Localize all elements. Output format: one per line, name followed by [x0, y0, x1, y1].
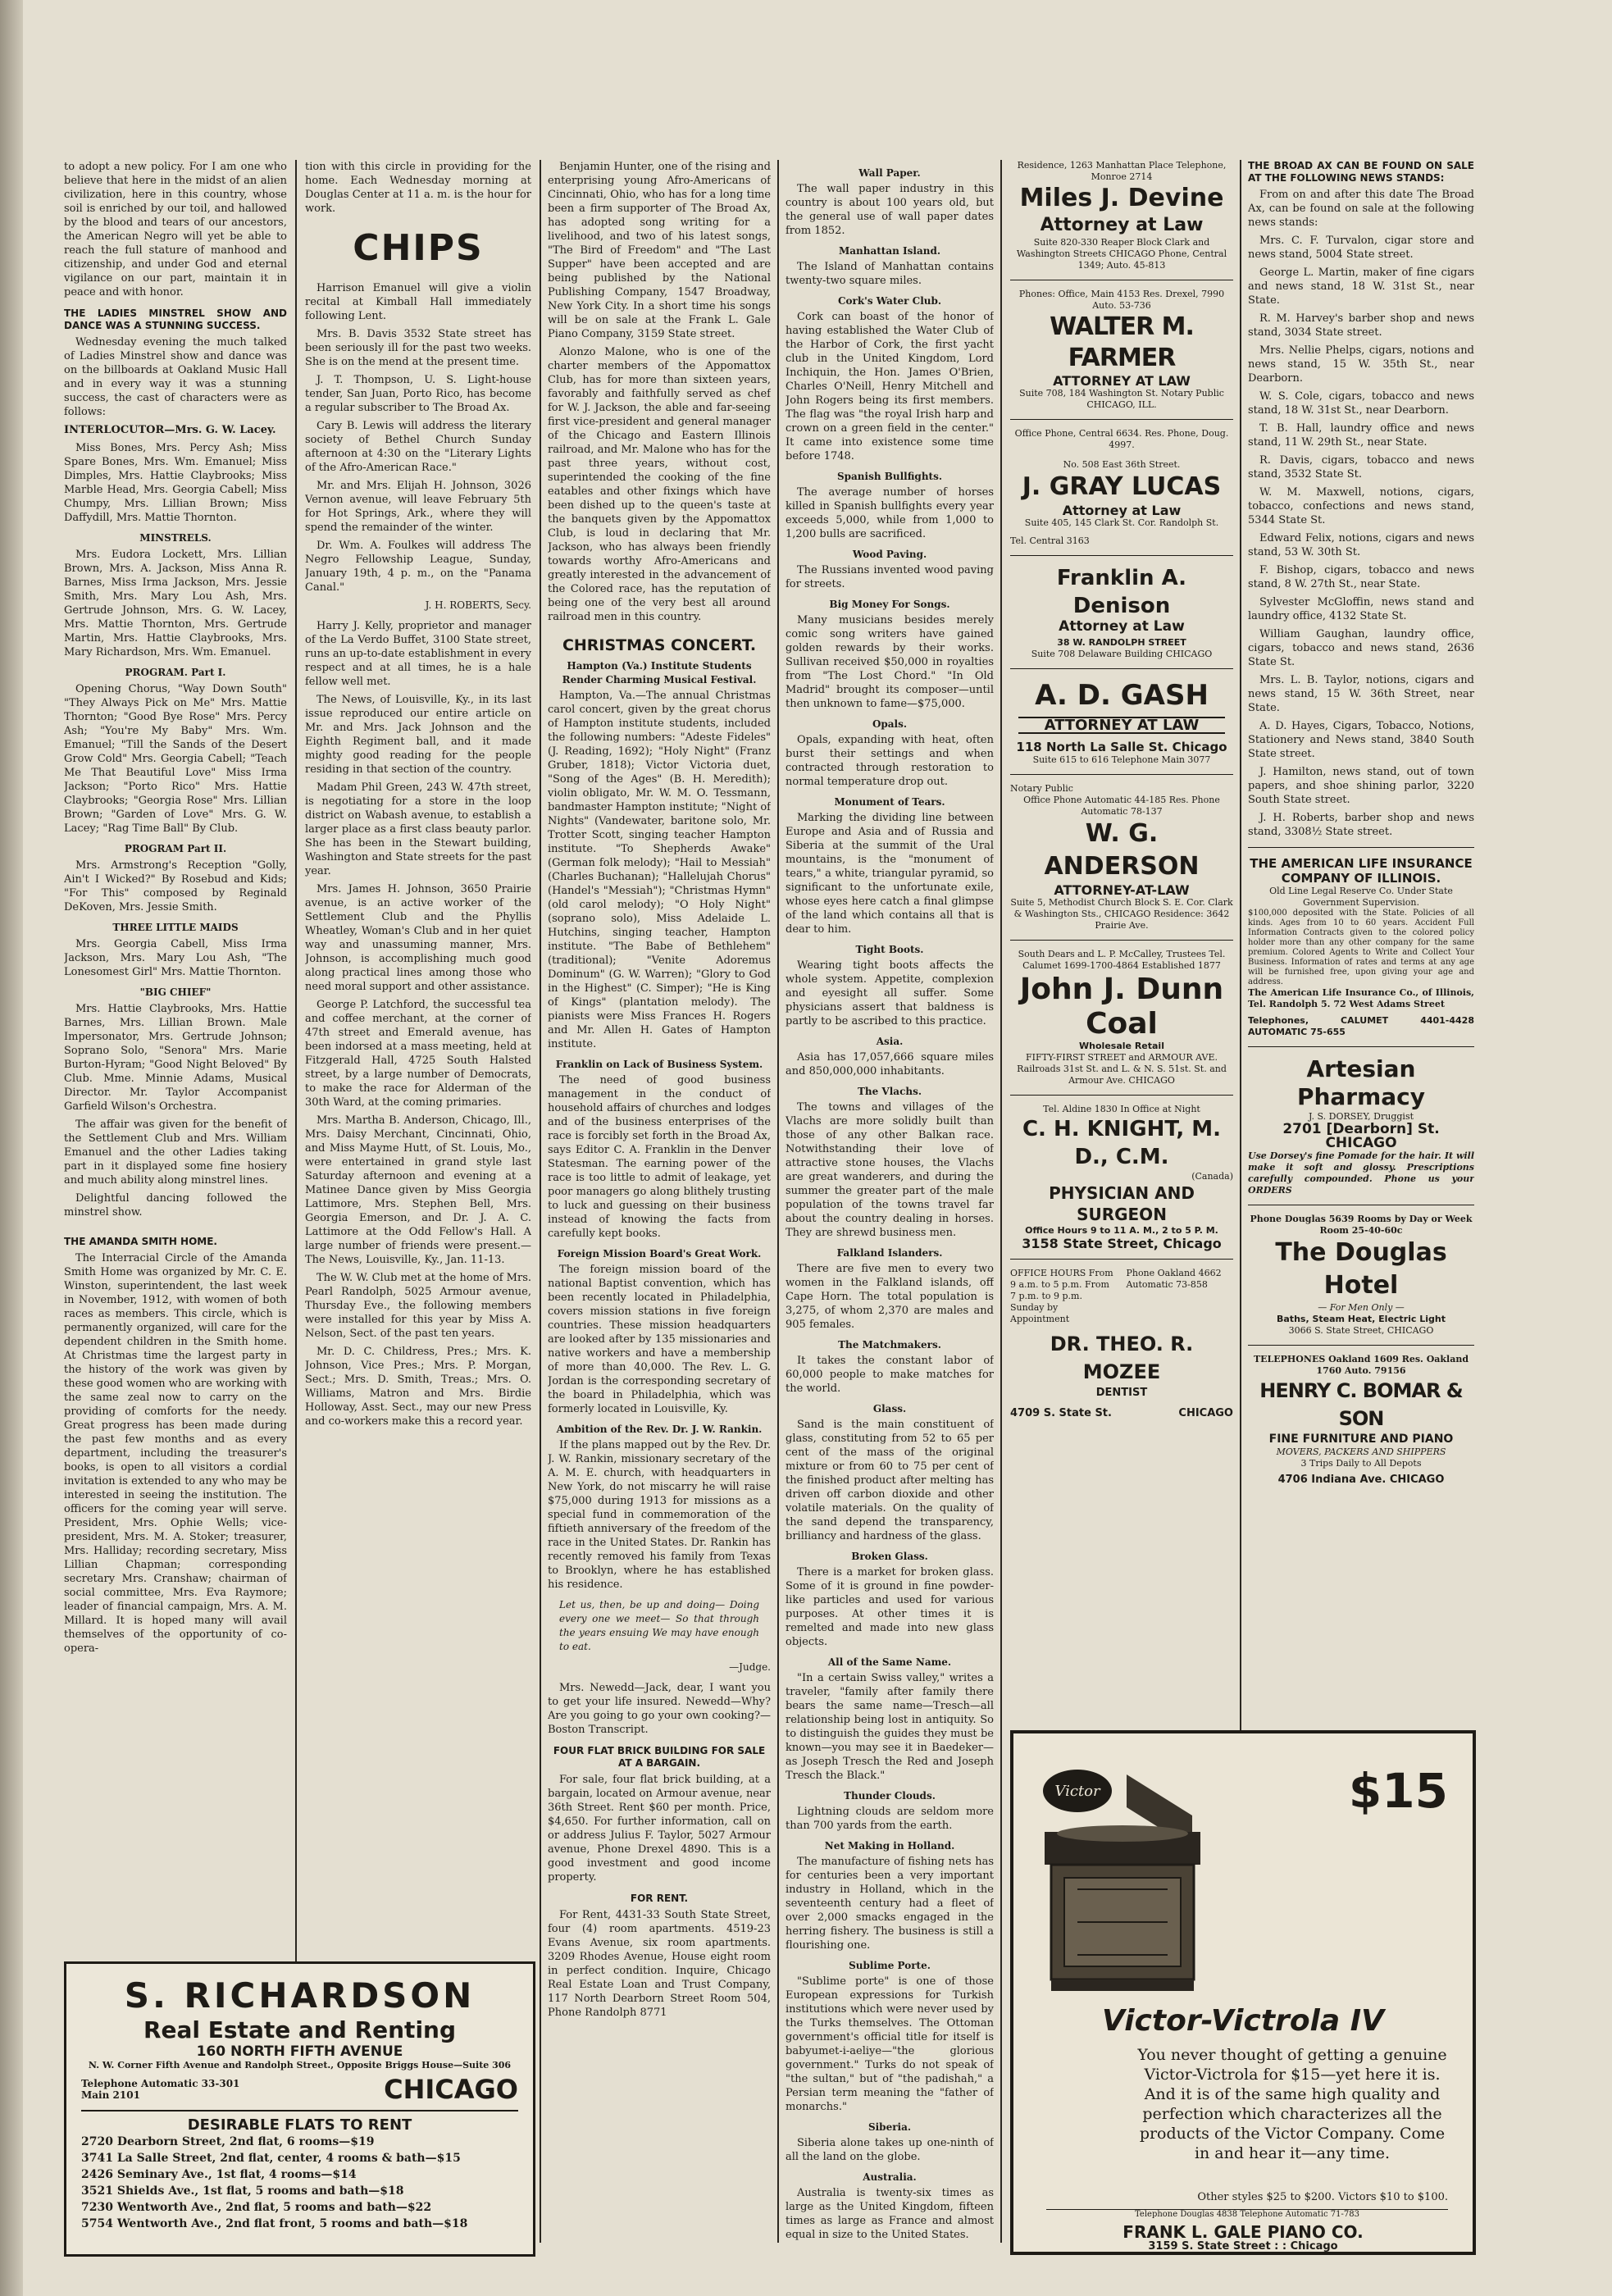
article-text: The foreign mission board of the national Baptist convention, which has been recently located in Philadelphia, covers mission stations in five foreign countries. These mission headquarters are looked after by 135 missionaries and native workers and have a membership of more than 40,000. The Rev. L. G. Jordan is the corresponding secretary of the board in Philadelphia, which was formerly located in Louisville, Ky. [548, 1264, 771, 1415]
divider [1010, 668, 1233, 669]
ad-hotel-men-only: — For Men Only — [1318, 1302, 1405, 1313]
ad-pharmacy-body: Use Dorsey's fine Pomade for the hair. It will make it soft and glossy. Prescriptions carefully compounded. Phone us your ORDERS [1248, 1150, 1474, 1196]
fact-heading: Broken Glass. [851, 1551, 928, 1562]
divider [1010, 419, 1233, 420]
ad-lucas-tel: Tel. Central 3163 [1010, 535, 1090, 546]
article-text: Mrs. Armstrong's Reception "Golly, Ain't I Wicked?" By Rosebud and Kids; "For This" composed by Reginald DeKoven, Mrs. Jessie Smith. [64, 859, 287, 913]
signature: J. H. ROBERTS, Secy. [425, 599, 531, 611]
fact-heading: Wood Paving. [852, 549, 927, 560]
ad-denison-name: Franklin A. Denison [1056, 566, 1187, 618]
ad-pharmacy-address: 2701 [Dearborn] St. CHICAGO [1282, 1121, 1440, 1151]
column-2 [305, 160, 531, 1947]
ad-bomar-trips: 3 Trips Daily to All Depots [1300, 1458, 1422, 1469]
column-1 [64, 160, 287, 1947]
subhead: "BIG CHIEF" [139, 986, 212, 998]
column-6 [1248, 160, 1474, 1685]
ad-victor-styles: Other styles $25 to $200. Victors $10 to $100. [1197, 2191, 1448, 2203]
column-rule [295, 160, 297, 2243]
ad-lucas-name: J. GRAY LUCAS [1022, 472, 1222, 501]
fact-text: "In a certain Swiss valley," writes a traveler, "family after family there bears the same name—Tresch—all relationship being lost in antiquity. So to distinguish the guides they must be known—you may see it in Baedeker—as Joseph Tresch the Red and Joseph Tresch the Black." [786, 1672, 994, 1782]
ad-knight-address: 3158 State Street, Chicago [1022, 1236, 1222, 1251]
article-text: Alonzo Malone, who is one of the charter members of the Appomattox Club, has for more than sixteen years, favorably and faithfully served as chef for W. J. Jackson, the able and far-seeing first vice-president and general manager of the Chicago and Eastern Illinois railroad, and Mr. Malone who has for the past three years, without cost, superintended the cooking of the fine eatables and other fixings which have been dished up to the queen's taste at the banquets given by the Appomattox Club, is loud in declaring that Mr. Jackson, who has always been friendly towards worthy Afro-Americans and greatly interested in the advancement of the Colored race, has the reputation of being one of the very best all around railroad men in this country. [548, 346, 771, 623]
flat-listing: 3521 Shields Ave., 1st flat, 5 rooms and bath—$18 [81, 2184, 404, 2198]
fact-heading: Falkland Islanders. [836, 1247, 943, 1259]
article-continuation: to adopt a new policy. For I am one who believe that here in the midst of an alien civilization, here in this country, whose soil is enriched by our toil, and hallowed by the blood and tears of our ancestors, the American Negro will yet be able to reach the full stature of manhood and citizenship, and under God and eternal vigilance on our part, maintain it in peace and with honor. [64, 161, 287, 298]
ad-pharmacy-name: Artesian Pharmacy [1296, 1055, 1426, 1110]
fact-text: There is a market for broken glass. Some of it is ground in fine powder-like particles and used for various purposes. At other times it is remelted and made into new glass objects. [786, 1566, 994, 1648]
article-text: From on and after this date The Broad Ax, can be found on sale at the following news stands: [1248, 189, 1474, 229]
ad-gash-address: 118 North La Salle St. Chicago [1016, 740, 1227, 754]
divider [1010, 774, 1233, 775]
ad-devine-residence: Residence, 1263 Manhattan Place Telephone, Monroe 2714 [1017, 160, 1227, 182]
article-text: Mrs. Newedd—Jack, dear, I want you to get your life insured. Newedd—Why? Are you going to go your own cooking?—Boston Transcript. [548, 1682, 771, 1736]
fact-text: Opals, expanding with heat, often burst their settings and when contracted through restoration to normal temperature drop out. [786, 734, 994, 788]
fact-heading: Net Making in Holland. [824, 1840, 955, 1852]
fact-heading: Glass. [872, 1403, 907, 1414]
ad-richardson-city: CHICAGO [384, 2074, 518, 2105]
subhead: PROGRAM Part II. [124, 843, 227, 854]
fact-text: The towns and villages of the Vlachs are more solidly built than those of any other Balkan race. Notwithstanding their love of attractive stone houses, the Vlachs are great wanderers, and during the summer the greater part of the male population of the towns travel far about the country dealing in horses. They are shrewd business men. [786, 1101, 994, 1239]
ad-bomar-movers: MOVERS, PACKERS AND SHIPPERS [1276, 1446, 1446, 1457]
poem: Let us, then, be up and doing— Doing every one we meet— So that through the years ensuing We may have enough to eat. [559, 1599, 759, 1652]
ad-denison-address: 38 W. RANDOLPH STREET [1057, 637, 1186, 648]
ad-denison-suite: Suite 708 Delaware Building CHICAGO [1031, 649, 1213, 659]
chips-item: The News, of Louisville, Ky., in its last issue reproduced our entire article on Mr. and Mrs. Jack Johnson and the Eighth Regiment ball, and it made mighty good reading for the people residing in that section of the country. [305, 694, 531, 776]
chips-item: Madam Phil Green, 243 W. 47th street, is negotiating for a store in the loop district on Wabash avenue, to establish a larger place as a first class beauty parlor. She has been in the Stewart building, Washington and State streets for the past year. [305, 781, 531, 877]
ad-mozee-name: DR. THEO. R. MOZEE [1050, 1332, 1194, 1383]
fact-heading: Siberia. [867, 2121, 912, 2133]
ad-dunn-wholesale: Wholesale Retail [1079, 1041, 1164, 1051]
flats-list [81, 2134, 518, 2232]
news-stand-list [1248, 234, 1474, 839]
headline-for-sale: FOUR FLAT BRICK BUILDING FOR SALE AT A BARGAIN. [553, 1745, 766, 1769]
article-text: Mrs. Georgia Cabell, Miss Irma Jackson, Mrs. Mary Lou Ash, "The Lonesomest Girl" Mrs. Mattie Thornton. [64, 938, 287, 978]
ad-dunn-name: John J. Dunn [1019, 973, 1224, 1006]
subhead: Ambition of the Rev. Dr. J. W. Rankin. [556, 1424, 763, 1435]
article-text: If the plans mapped out by the Rev. Dr. J. W. Rankin, missionary secretary of the A. M. E. church, with headquarters in New York, do not miscarry he will raise $75,000 during 1913 for missions as a special fund in commemoration of the fiftieth anniversary of the freedom of the race in the United States. Dr. Rankin has recently removed his family from Texas to Brooklyn, where he has established his residence. [548, 1439, 771, 1591]
ad-victor-model: Victor-Victrola IV [1102, 2004, 1384, 2038]
news-stand-item: J. Hamilton, news stand, out of town papers, and shoe shining parlor, 3220 South State street. [1248, 766, 1474, 806]
ad-victor-victrola [1010, 1730, 1476, 2255]
ad-farmer-title: ATTORNEY AT LAW [1053, 373, 1191, 389]
ad-victor-pitch: You never thought of getting a genuine Victor-Victrola for $15—yet here it is. And it is of the same high quality and perfection which characterizes all the products of the Victor Company. Come in and hear it—any time. [1137, 2046, 1447, 2162]
chips-item: Dr. Wm. A. Foulkes will address The Negro Fellowship League, Sunday, January 19th, 4 p. m., on the "Panama Canal." [305, 540, 531, 594]
news-stand-item: W. S. Cole, cigars, tobacco and news stand, 18 W. 31st St., near Dearborn. [1248, 390, 1474, 417]
ad-richardson-flats-head: DESIRABLE FLATS TO RENT [187, 2116, 412, 2134]
ad-bomar-name: HENRY C. BOMAR & SON [1259, 1379, 1463, 1430]
ad-anderson-address: Suite 5, Methodist Church Block S. E. Cor. Clark & Washington Sts., CHICAGO Residence: 3642 Prairie Ave. [1010, 897, 1233, 931]
chips-item: Mrs. James H. Johnson, 3650 Prairie avenue, is an active worker of the Settlement Club and the Phyllis Wheatley, Woman's Club and in her quiet way and unassuming manner, Mrs. Johnson, is accomplishing much good along practical lines among those who need moral support and other assistance. [305, 883, 531, 993]
ad-hotel-baths: Baths, Steam Heat, Electric Light [1277, 1314, 1446, 1324]
ad-hotel-name: The Douglas Hotel [1275, 1238, 1447, 1300]
article-text: The Interracial Circle of the Amanda Smith Home was organized by Mr. C. E. Winston, superintendent, the last week in November, 1912, with women of both races as members. This circle, which is permanently organized, will care for the dependent children in the Smith home. At Christmas time the largest party in the history of the work was given by these good women who are working with the same zeal now to carry on the providing of comforts for the needy. Great progress has been made during the past few months and as every department, including the treasurer's books, is open to all visitors a cordial invitation is extended to any who may be interested in seeing the institution. The officers for the coming year will serve. President, Mrs. Ophie Wells; vice-president, Mrs. M. A. Stoker; treasurer, Mrs. Halliday; recording secretary, Miss Lillian Chapman; corresponding secretary Mrs. Cranshaw; chairman of social committee, Mrs. Eva Raymore; leader of financial campaign, Mrs. A. M. Millard. It is hoped many will avail themselves of the opportunity of co-opera- [64, 1252, 287, 1655]
subhead: MINSTRELS. [139, 532, 212, 544]
ad-richardson [64, 1961, 535, 2257]
ad-hotel-address: 3066 S. State Street, CHICAGO [1288, 1325, 1434, 1336]
subhead: Foreign Mission Board's Great Work. [557, 1248, 762, 1260]
news-stand-item: R. M. Harvey's barber shop and news stand, 3034 State street. [1248, 312, 1474, 339]
ad-victor-address: 3159 S. State Street : : Chicago [1148, 2240, 1338, 2253]
fact-text: Many musicians besides merely comic song writers have gained golden rewards by their works. Sullivan received $50,000 in royalties from "The Lost Chord." "In Old Madrid" brought its composer—until then unknown to fame—$75,000. [786, 614, 994, 710]
fact-text: Asia has 17,057,666 square miles and 850,000,000 inhabitants. [786, 1051, 994, 1077]
binding-edge [0, 0, 23, 2296]
ad-anderson-title: ATTORNEY-AT-LAW [1054, 882, 1190, 898]
article-text: The affair was given for the benefit of the Settlement Club and Mrs. William Emanuel and the other Ladies taking part in it displayed some fine hosiery and much ability along minstrel lines. [64, 1118, 287, 1187]
column-rule [540, 160, 541, 2243]
chips-item: Harrison Emanuel will give a violin recital at Kimball Hall immediately following Lent. [305, 282, 531, 322]
section-title-chips: CHIPS [353, 227, 484, 269]
article-text: INTERLOCUTOR—Mrs. G. W. Lacey. [64, 424, 276, 436]
column-3 [548, 160, 771, 2243]
article-text: Wednesday evening the much talked of Ladies Minstrel show and dance was on the billboards at Oakland Music Hall and in every way it was a stunning success, the cast of characters were as follows: [64, 336, 287, 418]
ad-knight-canada: (Canada) [1191, 1171, 1233, 1182]
ad-mozee-top [1010, 1268, 1233, 1325]
fact-text: Australia is twenty-six times as large as the United Kingdom, fifteen times as large as France and almost equal in size to the United States. [786, 2187, 994, 2241]
ad-victor-dealer: FRANK L. GALE PIANO CO. [1122, 2222, 1364, 2242]
divider [1010, 1095, 1233, 1096]
ad-denison-title: Attorney at Law [1059, 618, 1185, 635]
ad-victor-price: $15 [1348, 1763, 1448, 1819]
divider [81, 2110, 518, 2112]
facts-list [786, 166, 994, 2242]
news-stand-item: F. Bishop, cigars, tobacco and news stand, 8 W. 27th St., near State. [1248, 564, 1474, 590]
ad-anderson-name: W. G. ANDERSON [1044, 819, 1200, 881]
news-stand-item: A. D. Hayes, Cigars, Tobacco, Notions, Stationery and News stand, 3840 South State street. [1248, 720, 1474, 760]
news-stand-item: William Gaughan, laundry office, cigars, tobacco and news stand, 2636 State St. [1248, 628, 1474, 668]
fact-heading: The Vlachs. [857, 1086, 922, 1097]
subhead: Franklin on Lack of Business System. [555, 1059, 763, 1070]
ad-victor-tel: Telephone Douglas 4838 Telephone Automatic 71-783 [1046, 2209, 1448, 2219]
news-stand-item: George L. Martin, maker of fine cigars and news stand, 18 W. 31st St., near State. [1248, 266, 1474, 307]
headline-minstrel: THE LADIES MINSTREL SHOW AND DANCE WAS A STUNNING SUCCESS. [64, 308, 287, 331]
ad-devine-title: Attorney at Law [1040, 215, 1204, 235]
flat-listing: 3741 La Salle Street, 2nd flat, center, 4 rooms & bath—$15 [81, 2152, 461, 2165]
fact-heading: Asia. [876, 1036, 904, 1047]
ad-gash-suite: Suite 615 to 616 Telephone Main 3077 [1032, 754, 1211, 765]
fact-text: The Russians invented wood paving for streets. [786, 564, 994, 590]
subhead: PROGRAM. Part I. [125, 667, 226, 678]
fact-heading: Spanish Bullfights. [836, 471, 943, 482]
column-5 [1010, 160, 1233, 1718]
chips-item: Mrs. B. Davis 3532 State street has been seriously ill for the past two weeks. She is on the mend at the present time. [305, 328, 531, 368]
ad-richardson-address: 160 NORTH FIFTH AVENUE [196, 2043, 403, 2060]
ad-gash-name: A. D. GASH [1035, 679, 1209, 712]
fact-text: Cork can boast of the honor of having established the Water Club of the Harbor of Cork, the first yacht club in the United Kingdom, Lord Inchiquin, the Hon. James O'Brien, Charles O'Neill, Henry Mitchell and John Rogers being its first members. The flag was "the royal Irish harp and crown on a green field in the center." It came into existence some time before 1748. [786, 311, 994, 462]
ad-mozee-city: CHICAGO [1178, 1407, 1233, 1419]
chips-item: Cary B. Lewis will address the literary society of Bethel Church Sunday afternoon at 4:30 on the "Literary Lights of the Afro-American Race." [305, 420, 531, 474]
victor-logo-text: Victor [1054, 1783, 1100, 1800]
fact-heading: Australia. [863, 2171, 917, 2183]
flat-listing: 7230 Wentworth Ave., 2nd flat, 5 rooms and bath—$22 [81, 2201, 432, 2214]
fact-heading: Opals. [872, 718, 908, 730]
ad-richardson-phone: Telephone Automatic 33-301 Main 2101 [81, 2078, 240, 2101]
ad-lucas-phones: Office Phone, Central 6634. Res. Phone, Doug. 4997. [1014, 428, 1229, 450]
fact-heading: All of the Same Name. [827, 1656, 952, 1668]
article-text: Miss Bones, Mrs. Percy Ash; Miss Spare Bones, Mrs. Wm. Emanuel; Miss Dimples, Mrs. Hattie Claybrooks; Miss Marble Head, Mrs. Georgia Cabell; Miss Chumpy, Mrs. Lillian Brown; Miss Daffydill, Mrs. Mattie Thornton. [64, 442, 287, 524]
ad-farmer-name: WALTER M. FARMER [1050, 312, 1194, 372]
headline-smith-home: THE AMANDA SMITH HOME. [64, 1236, 217, 1247]
ad-mozee-phone: Phone Oakland 4662 Automatic 73-858 [1126, 1268, 1222, 1290]
news-stand-item: Sylvester McGloffin, news stand and laundry office, 4132 State St. [1248, 596, 1474, 622]
article-text: Mrs. Eudora Lockett, Mrs. Lillian Brown, Mrs. A. Jackson, Miss Anna R. Barnes, Miss Irma Jackson, Mrs. Jessie Smith, Mrs. Mary Lou Ash, Mrs. Gertrude Johnson, Mrs. G. W. Lacey, Mrs. Mattie Thornton, Mrs. Gertrude Martin, Mrs. Hattie Claybrooks, Mrs. Mary Richardson, Mrs. Wm. Emanuel. [64, 549, 287, 658]
chips-item: Mr. and Mrs. Elijah H. Johnson, 3026 Vernon avenue, will leave February 5th for Hot Springs, Ark., where they will spend the remainder of the winter. [305, 480, 531, 534]
fact-text: Sand is the main constituent of glass, constituting from 52 to 65 per cent of the mass of the original mixture or from 60 to 75 per cent of the finished product after melting has driven off carbon dioxide and other volatile materials. On the quality of the sand depend the transparency, brilliancy and hardness of the glass. [786, 1419, 994, 1542]
chips-item: J. T. Thompson, U. S. Light-house tender, San Juan, Porto Rico, has become a regular subscriber to The Broad Ax. [305, 374, 531, 414]
flat-listing: 2720 Dearborn Street, 2nd flat, 6 rooms—$19 [81, 2135, 375, 2148]
news-stand-item: Mrs. L. B. Taylor, notions, cigars and news stand, 15 W. 36th Street, near State. [1248, 674, 1474, 714]
phonograph-illustration [1028, 1758, 1209, 2004]
ad-knight-tel: Tel. Aldine 1830 In Office at Night [1043, 1104, 1200, 1114]
fact-heading: Sublime Porte. [849, 1960, 931, 1971]
fact-heading: Wall Paper. [858, 167, 921, 179]
poem-credit: —Judge. [729, 1661, 771, 1673]
divider [1248, 1345, 1474, 1346]
fact-heading: Big Money For Songs. [829, 599, 950, 610]
fact-text: Wearing tight boots affects the whole system. Appetite, complexion and eyesight all suffer. Some physicians assert that baldness is partly to be ascribed to this practice. [786, 959, 994, 1027]
column-4 [786, 160, 994, 2243]
chips-item: Harry J. Kelly, proprietor and manager of the La Verdo Buffet, 3100 State street, runs an up-to-date establishment in every respect and at all times, he is a hale fellow well met. [305, 620, 531, 688]
fact-text: "Sublime porte" is one of those European expressions for Turkish institutions which were never used by the Turks themselves. The Ottoman government's official title for itself is babyumet-i-aeliye—"the glorious government." Turks do not speak of "the sultan," but of "the padishah," a Persian term meaning the "father of monarchs." [786, 1975, 994, 2113]
article-text: Mrs. Hattie Claybrooks, Mrs. Hattie Barnes, Mrs. Lillian Brown. Male Impersonator, Mrs. Gertrude Johnson; Soprano Solo, "Senora" Mrs. Marie Burton-Hyram; "Good Night Beloved" By Club. Mme. Minnie Adams, Musical Director. Mr. Taylor Accompanist Garfield Wilson's Orchestra. [64, 1003, 287, 1113]
ad-life-insurance-sub: Old Line Legal Reserve Co. Under State Government Supervision. [1269, 886, 1453, 908]
ad-anderson-phones: Office Phone Automatic 44-185 Res. Phone Automatic 78-137 [1023, 795, 1220, 817]
chips-item: Mr. D. C. Childress, Pres.; Mrs. K. Johnson, Vice Pres.; Mrs. P. Morgan, Sect.; Mrs. D. Smith, Treas.; Mrs. O. Williams, Matron and Mrs. Birdie Holloway, Asst. Sect., may our new Press and co-workers make this a record year. [305, 1346, 531, 1428]
article-continuation: tion with this circle in providing for the home. Each Wednesday morning at Douglas Center at 11 a. m. is the hour for work. [305, 161, 531, 215]
fact-text: The manufacture of fishing nets has for centuries been a very important industry in Holland, which in the seventeenth century had a fleet of over 2,000 smacks engaged in the herring fishery. The business is still a flourishing one. [786, 1856, 994, 1952]
fact-text: There are five men to every two women in the Falkland islands, off Cape Horn. The total population is 3,275, of whom 2,370 are males and 905 females. [786, 1263, 994, 1331]
subhead: Hampton (Va.) Institute Students Render Charming Musical Festival. [562, 660, 757, 686]
ad-dunn-address: FIFTY-FIRST STREET and ARMOUR AVE. Railroads 31st St. and L. & N. S. 51st. St. and Armour Ave. CHICAGO [1017, 1052, 1227, 1086]
divider [1010, 1259, 1233, 1260]
ad-lucas-title: Attorney at Law [1062, 503, 1182, 518]
news-stand-item: R. Davis, cigars, tobacco and news stand, 3532 State St. [1248, 454, 1474, 481]
ad-richardson-line: Real Estate and Renting [143, 2016, 457, 2043]
ad-life-insurance-tel: Telephones, CALUMET 4401-4428 AUTOMATIC 75-655 [1248, 1015, 1474, 1037]
headline-christmas-concert: CHRISTMAS CONCERT. [562, 636, 757, 654]
divider [1010, 940, 1233, 941]
ad-dunn-top: South Dears and L. P. McCalley, Trustees Tel. Calumet 1699-1700-4864 Established 1877 [1018, 949, 1226, 971]
news-stand-item: Edward Felix, notions, cigars and news stand, 53 W. 30th St. [1248, 532, 1474, 558]
ad-bomar-line: FINE FURNITURE AND PIANO [1268, 1433, 1454, 1446]
chips-item: The W. W. Club met at the home of Mrs. Pearl Randolph, 5025 Armour avenue, Thursday Eve., the following members were installed for this year by Miss A. Nelson, Sect. of the past ten years. [305, 1272, 531, 1340]
ad-richardson-contact [81, 2074, 518, 2105]
ad-lucas-address: Suite 405, 145 Clark St. Cor. Randolph St. [1024, 517, 1219, 528]
headline-news-stands: THE BROAD AX CAN BE FOUND ON SALE AT THE FOLLOWING NEWS STANDS: [1248, 160, 1474, 184]
ad-gash-title: ATTORNEY AT LAW [1018, 717, 1225, 734]
fact-text: Lightning clouds are seldom more than 700 yards from the earth. [786, 1806, 994, 1832]
article-text: For sale, four flat brick building, at a bargain, located on Armour avenue, near 36th Street. Rent $60 per month. Price, $4,650. For further information, call on or address Julius F. Taylor, 5027 Armour avenue, Phone Drexel 4890. This is a good investment and good income property. [548, 1774, 771, 1884]
chips-item: Mrs. Martha B. Anderson, Chicago, Ill., Mrs. Daisy Merchant, Cincinnati, Ohio, and Miss Mayme Hutt, of St. Louis, Mo., were entertained in grand style last Saturday afternoon and evening at a Matinee Dance given by Miss Georgia Lattimore, Mrs. Stephen Bell, Mrs. Georgia Emerson, and Dr. J. A. C. Lattimore at the Odd Fellow's Hall. A large number of friends were present.—The News, Louisville, Ky., Jan. 11-13. [305, 1114, 531, 1266]
fact-heading: Tight Boots. [855, 944, 924, 955]
chips-item: George P. Latchford, the successful tea and coffee merchant, at the corner of 47th street and Emerald avenue, has been indorsed at a mass meeting, held at Fitzgerald Hall, 4725 South Halsted street, by a large number of Democrats, to make the race for Alderman of the 30th Ward, at the coming primaries. [305, 999, 531, 1109]
ad-farmer-address: Suite 708, 184 Washington St. Notary Public CHICAGO, ILL. [1019, 388, 1224, 410]
divider [1248, 1046, 1474, 1047]
fact-heading: The Matchmakers. [838, 1339, 941, 1351]
news-stand-item: Mrs. Nellie Phelps, cigars, notions and news stand, 15 W. 35th St., near Dearborn. [1248, 344, 1474, 385]
column-rule [777, 160, 779, 2243]
ad-bomar-address: 4706 Indiana Ave. CHICAGO [1277, 1474, 1445, 1486]
ad-mozee-address: 4709 S. State St. [1010, 1407, 1112, 1419]
ad-devine-name: Miles J. Devine [1019, 184, 1224, 212]
column-rule [1000, 160, 1002, 2243]
ad-richardson-name: S. RICHARDSON [124, 1975, 476, 2016]
fact-text: It takes the constant labor of 60,000 people to make matches for the world. [786, 1355, 994, 1395]
article-text: Opening Chorus, "Way Down South" "They Always Pick on Me" Mrs. Mattie Thornton; "Good Bye Rose" Mrs. Percy Ash; "You're My Baby" Mrs. Wm. Emanuel; "Till the Sands of the Desert Grow Cold" Mrs. Georgia Cabell; "Teach Me That Beautiful Love" Miss Irma Jackson; "Porto Rico" Mrs. Hattie Claybrooks; "Georgia Rose" Mrs. Lillian Brown; "Garden of Love" Mrs. G. W. Lacey; "Rag Time Ball" By Club. [64, 683, 287, 835]
chips-list [305, 281, 531, 594]
fact-text: The average number of horses killed in Spanish bullfights every year exceeds 5,000, while from 1,000 to 1,200 bulls are sacrificed. [786, 486, 994, 540]
fact-text: Siberia alone takes up one-ninth of all the land on the globe. [786, 2137, 994, 2163]
chips-list [305, 619, 531, 1428]
fact-heading: Monument of Tears. [834, 796, 945, 808]
ad-pharmacy-owner: J. S. DORSEY, Druggist [1308, 1111, 1414, 1122]
news-stand-item: W. M. Maxwell, notions, cigars, tobacco, confections and news stand, 5344 State St. [1248, 486, 1474, 526]
fact-text: The wall paper industry in this country is about 100 years old, but the general use of wall paper dates from 1852. [786, 183, 994, 237]
ad-farmer-phones: Phones: Office, Main 4153 Res. Drexel, 7990 Auto. 53-736 [1018, 289, 1225, 311]
article-text: Hampton, Va.—The annual Christmas carol concert, given by the great chorus of Hampton institute students, included the following numbers: "Adeste Fideles" (J. Reading, 1692); "Holy Night" (Franz Gruber, 1818); Victor Victoria duet, "Song of the Ages" (B. H. Meredith); violin obligato, Mr. W. M. O. Tessmann, bandmaster Hampton institute; "Night of Nights" (Vandewater, baritone solo, Mr. Trotter Scott, singing teacher Hampton institute. "To Shepherds Awake" (German folk melody); "Hail to Messiah" (Charles Buchanan); "Hallelujah Chorus" (Handel's "Messiah"); "Christmas Hymn" (old carol melody); "O Holy Night" (soprano solo), Miss Adelaide L. Hutchins, singing teacher, Hampton institute. "The Babe of Bethlehem" (traditional); "Venite Adoremus Dominum" (G. W. Warren); "Glory to God in the Highest" (C. Simper); "He is King of Kings" (plantation melody). The pianists were Miss Frances H. Rogers and Mr. Allen H. Gates of Hampton institute. [548, 690, 771, 1050]
news-stand-item: T. B. Hall, laundry office and news stand, 11 W. 29th St., near State. [1248, 422, 1474, 449]
ad-mozee-bottom [1010, 1406, 1233, 1420]
divider [1248, 847, 1474, 848]
headline-for-rent: FOR RENT. [630, 1893, 689, 1904]
subhead: THREE LITTLE MAIDS [112, 922, 239, 933]
ad-devine-address: Suite 820-330 Reaper Block Clark and Washington Streets CHICAGO Phone, Central 1349; Auto. 45-813 [1016, 237, 1227, 271]
news-stand-item: J. H. Roberts, barber shop and news stand, 3308½ State street. [1248, 812, 1474, 838]
ad-lucas-residence: No. 508 East 36th Street. [1063, 459, 1181, 470]
ad-life-insurance-body: $100,000 deposited with the State. Policies of all kinds. Ages from 10 to 60 years. Accident Full Information Contracts given to the colored policy holder more than any other company for the same premium. Colored Agents to Write and Collect Your Business. Information of rates and terms at any age will be furnished free, upon giving your age and address. [1248, 909, 1474, 986]
flat-listing: 2426 Seminary Ave., 1st flat, 4 rooms—$14 [81, 2168, 357, 2181]
fact-text: The Island of Manhattan contains twenty-two square miles. [786, 261, 994, 287]
ad-life-insurance-name: THE AMERICAN LIFE INSURANCE COMPANY OF ILLINOIS. [1250, 856, 1473, 886]
ad-knight-title: PHYSICIAN AND SURGEON [1049, 1183, 1195, 1224]
ad-dunn-coal: Coal [1086, 1007, 1158, 1041]
news-stand-item: Mrs. C. F. Turvalon, cigar store and news stand, 5004 State street. [1248, 235, 1474, 261]
divider [1010, 555, 1233, 556]
fact-heading: Cork's Water Club. [837, 295, 942, 307]
ad-richardson-corner: N. W. Corner Fifth Avenue and Randolph Street., Opposite Briggs House—Suite 306 [88, 2060, 512, 2070]
ad-knight-name: C. H. KNIGHT, M. D., C.M. [1022, 1117, 1222, 1169]
ad-mozee-title: DENTIST [1095, 1387, 1148, 1399]
article-text: For Rent, 4431-33 South State Street, four (4) room apartments. 4519-23 Evans Avenue, six room apartments. 3209 Rhodes Avenue, House eight room in perfect condition. Inquire, Chicago Real Estate Loan and Trust Company, 117 North Dearborn Street Room 504, Phone Randolph 8771 [548, 1909, 771, 2019]
ad-knight-hours: Office Hours 9 to 11 A. M., 2 to 5 P. M. [1025, 1225, 1218, 1236]
fact-heading: Manhattan Island. [838, 245, 941, 257]
ad-hotel-phone: Phone Douglas 5639 Rooms by Day or Week Room 25-40-60c [1250, 1214, 1473, 1236]
article-text: The need of good business management in the conduct of household affairs of churches and lodges and of the business enterprises of the race is forcibly set forth in the Broad Ax, says Editor C. A. Franklin in the Denver Statesman. The earning power of the race is too little to admit of leakage, yet poor managers go along blithely trusting to luck and guessing on their business instead of knowing the facts from carefully kept books. [548, 1074, 771, 1240]
fact-text: Marking the dividing line between Europe and Asia and of Russia and Siberia at the summit of the Ural mountains, is the "monument of tears," a white, triangular pyramid, so significant to the unfortunate exile, whose eyes here catch a final glimpse of the land which contains all that is dear to him. [786, 812, 994, 936]
ad-anderson-notary: Notary Public [1010, 783, 1073, 794]
ad-life-insurance-address: The American Life Insurance Co., of Illinois, Tel. Randolph 5. 72 West Adams Street [1248, 987, 1474, 1009]
article-text: Delightful dancing followed the minstrel show. [64, 1192, 287, 1219]
fact-heading: Thunder Clouds. [844, 1790, 936, 1802]
ad-mozee-hours: OFFICE HOURS From 9 a.m. to 5 p.m. From 7 p.m. to 9 p.m. Sunday by Appointment [1010, 1268, 1113, 1324]
ad-bomar-tel: TELEPHONES Oakland 1609 Res. Oakland 1760 Auto. 79156 [1253, 1354, 1469, 1376]
flat-listing: 5754 Wentworth Ave., 2nd flat front, 5 rooms and bath—$18 [81, 2217, 468, 2230]
article-text: Benjamin Hunter, one of the rising and enterprising young Afro-Americans of Cincinnati, Ohio, who has for a long time been a firm supporter of The Broad Ax, has adopted song writing for a livelihood, and two of his latest songs, "The Bird of Freedom" and "The Last Supper" have been accepted and are being published by the National Publishing Company, 1547 Broadway, New York City. In a short time his songs will be on sale at the Frank L. Gale Piano Company, 3159 State street. [548, 161, 771, 340]
